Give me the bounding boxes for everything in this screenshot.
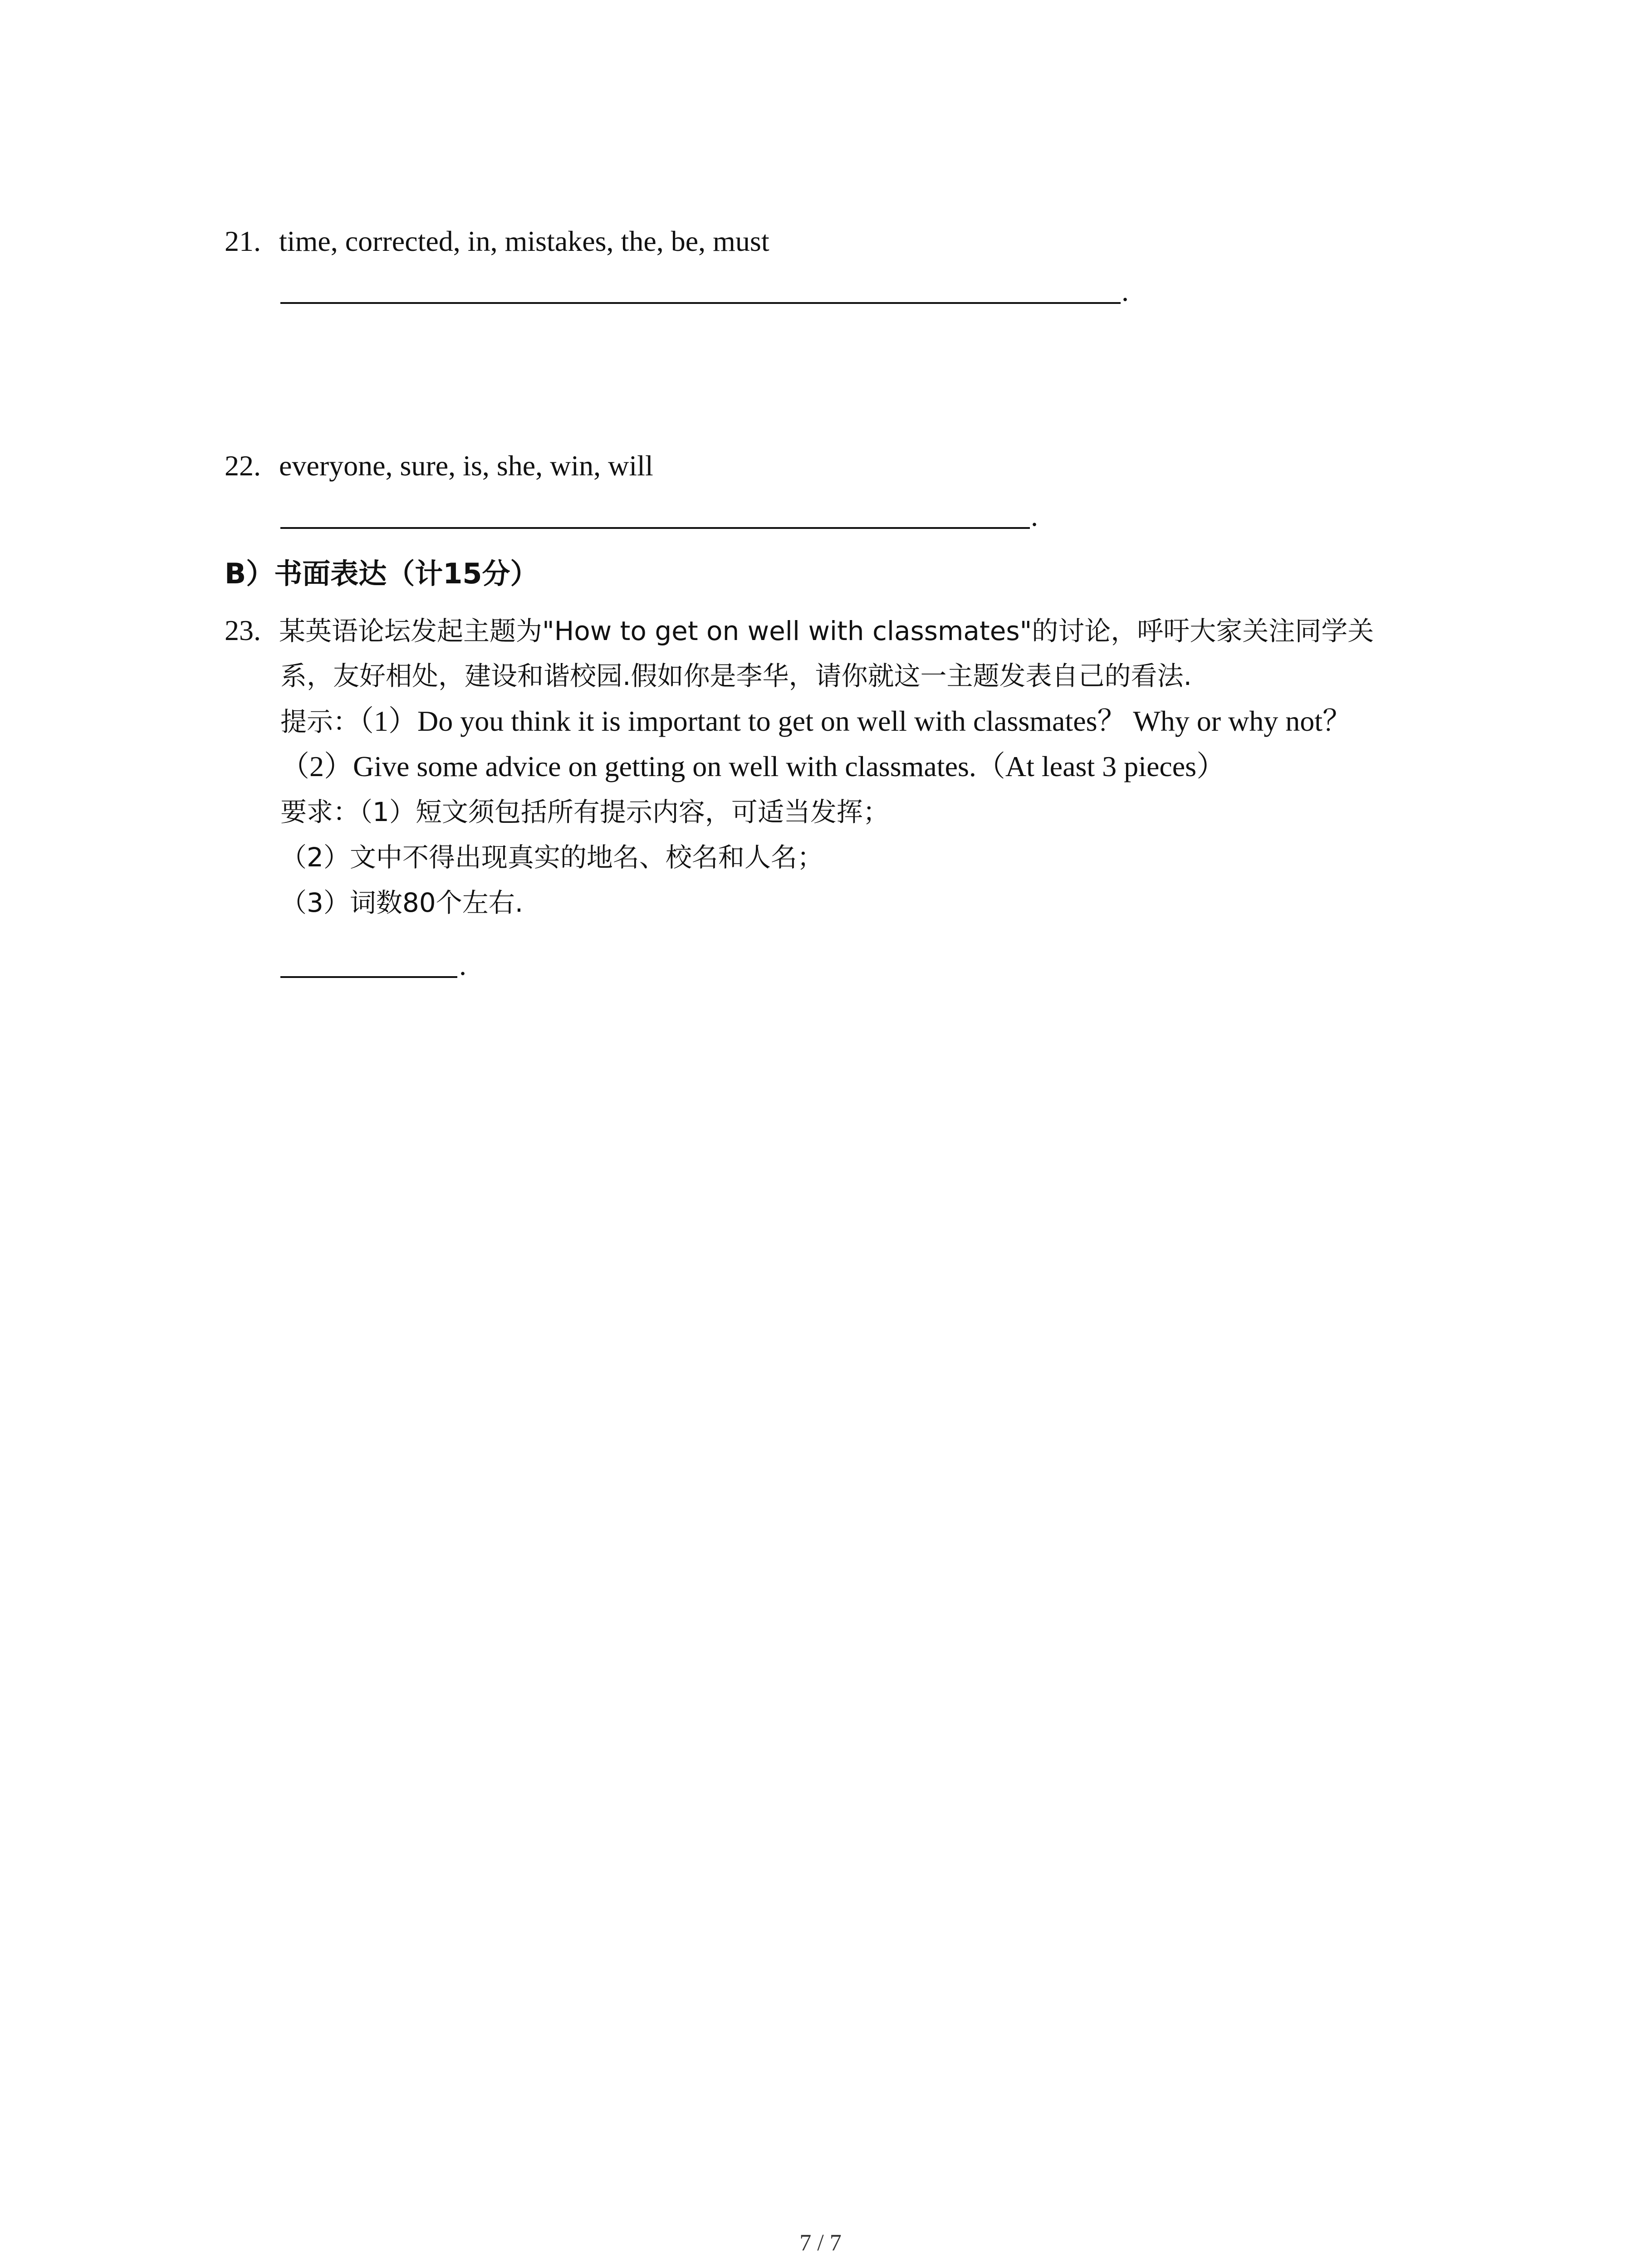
answer-blank-23[interactable] <box>280 976 457 978</box>
question-23-line1 <box>225 611 1374 650</box>
hint-label: 提示： <box>280 706 360 737</box>
question-prompt: 某英语论坛发起主题为"How to get on well with classmates"的讨论，呼吁大家关注同学关 <box>279 616 1374 646</box>
question-22 <box>225 447 653 485</box>
section-heading: B）书面表达（计15分） <box>225 557 539 590</box>
answer-blank-22[interactable] <box>280 527 1030 529</box>
hint-item-1: （1）Do you think it is important to get on well with classmates？ Why or why not？ <box>359 705 1352 737</box>
requirement-item-2: （2）文中不得出现真实的地名、校名和人名； <box>280 842 823 873</box>
requirement-line-1 <box>280 793 889 831</box>
question-number: 21. <box>225 225 261 257</box>
question-21 <box>225 222 769 260</box>
answer-period: . <box>459 949 466 981</box>
answer-blank-21[interactable] <box>280 302 1121 304</box>
page-number: 7 / 7 <box>799 2230 842 2256</box>
question-words: time, corrected, in, mistakes, the, be, must <box>279 225 769 257</box>
hint-line-1 <box>280 702 1352 741</box>
requirement-item-3: （3）词数80个左右. <box>280 887 524 918</box>
requirement-label: 要求： <box>280 797 360 827</box>
hint-item-2: （2）Give some advice on getting on well with classmates.（At least 3 pieces） <box>280 750 1226 782</box>
question-23-line2: 系，友好相处，建设和谐校园.假如你是李华，请你就这一主题发表自己的看法. <box>280 660 1192 691</box>
requirement-item-1: （1）短文须包括所有提示内容，可适当发挥； <box>359 797 889 827</box>
question-words: everyone, sure, is, she, win, will <box>279 450 653 482</box>
question-number: 22. <box>225 450 261 482</box>
answer-period: . <box>1031 500 1038 532</box>
question-number: 23. <box>225 614 261 646</box>
answer-period: . <box>1122 275 1129 307</box>
